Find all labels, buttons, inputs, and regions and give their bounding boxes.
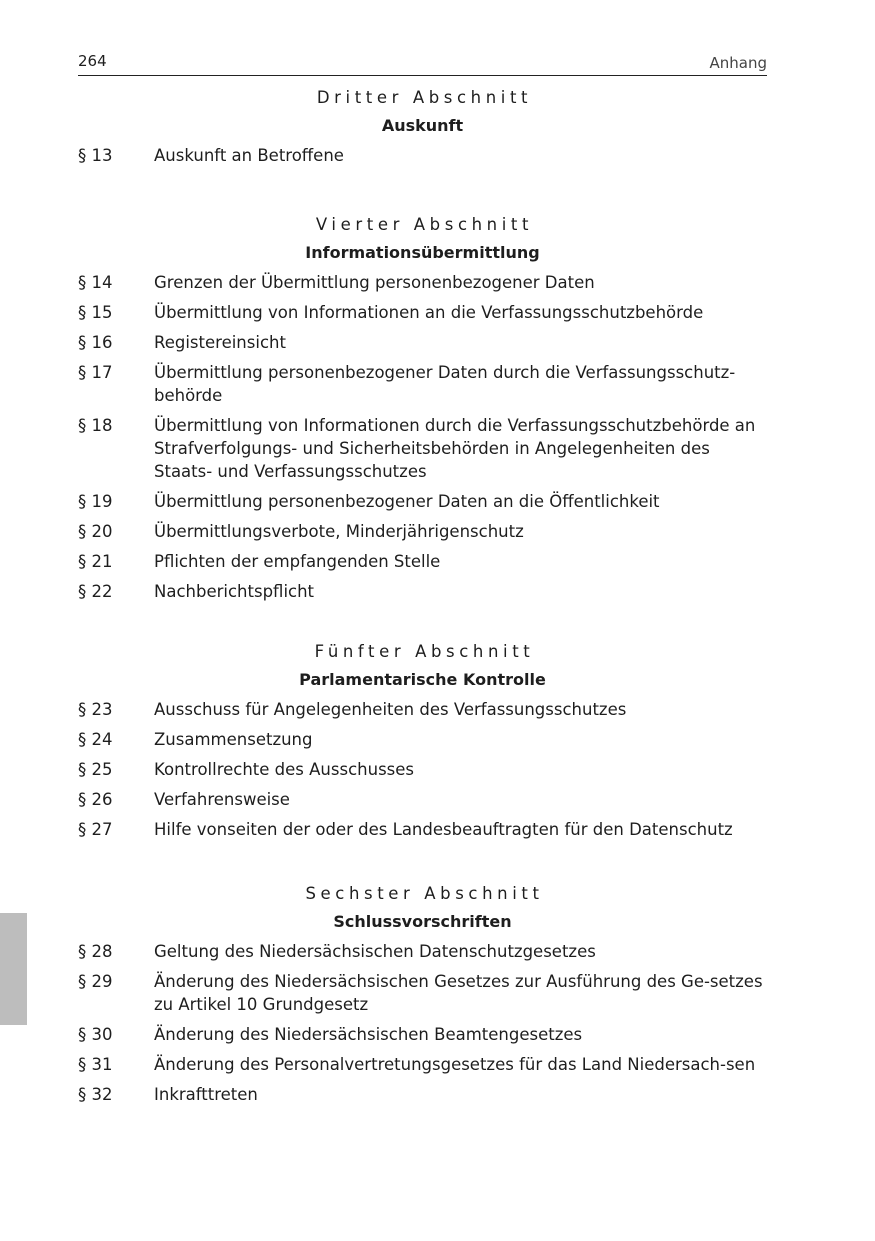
entry-number: § 24	[78, 730, 113, 749]
entry-number: § 18	[78, 416, 113, 435]
toc-entry	[78, 940, 767, 963]
entry-text: Pflichten der empfangenden Stelle	[154, 552, 441, 571]
entry-number: § 29	[78, 972, 113, 991]
section-title: Dritter Abschnitt	[316, 88, 533, 107]
entry-text: Registereinsicht	[154, 333, 286, 352]
page-number: 264	[78, 52, 107, 70]
toc-entry	[78, 788, 767, 811]
toc-entry	[78, 1053, 767, 1076]
toc-entry	[78, 414, 767, 483]
entry-number: § 20	[78, 522, 113, 541]
section-subtitle: Schlussvorschriften	[333, 912, 512, 931]
toc-entry	[78, 758, 767, 781]
header-rule	[78, 75, 767, 76]
entry-number: § 28	[78, 942, 113, 961]
section-sechster-abschnitt	[78, 883, 767, 1106]
toc-entry	[78, 1083, 767, 1106]
entry-number: § 16	[78, 333, 113, 352]
entry-text: Übermittlung personenbezogener Daten durch die Verfassungsschutz-behörde	[154, 363, 736, 405]
entry-text: Änderung des Niedersächsischen Gesetzes zur Ausführung des Ge-setzes zu Artikel 10 Grundgesetz	[154, 972, 763, 1014]
entry-number: § 27	[78, 820, 113, 839]
running-head: Anhang	[709, 54, 767, 72]
entry-text: Grenzen der Übermittlung personenbezogener Daten	[154, 273, 595, 292]
entry-text: Änderung des Niedersächsischen Beamtengesetzes	[154, 1025, 583, 1044]
entry-number: § 32	[78, 1085, 113, 1104]
entry-number: § 23	[78, 700, 113, 719]
toc-entry	[78, 490, 767, 513]
entry-number: § 17	[78, 363, 113, 382]
entry-number: § 15	[78, 303, 113, 322]
toc-entry	[78, 550, 767, 573]
section-title: Fünfter Abschnitt	[314, 642, 535, 661]
toc-entry	[78, 580, 767, 603]
entry-text: Übermittlung von Informationen durch die Verfassungsschutzbehörde an Strafverfolgungs- und Sicherheitsbehörden in Angelegenheiten des Staats- und Verfassungsschutzes	[154, 416, 756, 481]
entry-text: Ausschuss für Angelegenheiten des Verfassungsschutzes	[154, 700, 627, 719]
entry-text: Übermittlung personenbezogener Daten an die Öffentlichkeit	[154, 492, 660, 511]
entry-text: Hilfe vonseiten der oder des Landesbeauftragten für den Datenschutz	[154, 820, 733, 839]
entry-text: Übermittlungsverbote, Minderjährigenschutz	[154, 522, 524, 541]
toc-entry	[78, 301, 767, 324]
section-subtitle: Auskunft	[381, 116, 464, 135]
toc-entry	[78, 331, 767, 354]
entry-number: § 25	[78, 760, 113, 779]
toc-entry	[78, 970, 767, 1016]
entry-number: § 21	[78, 552, 113, 571]
toc-entry	[78, 818, 767, 841]
entry-number: § 26	[78, 790, 113, 809]
entry-text: Auskunft an Betroffene	[154, 146, 344, 165]
side-thumb-tab	[0, 913, 27, 1025]
toc-entry	[78, 1023, 767, 1046]
toc-entry	[78, 728, 767, 751]
section-dritter-abschnitt	[78, 87, 767, 167]
entry-text: Zusammensetzung	[154, 730, 313, 749]
toc-entry	[78, 144, 767, 167]
entry-text: Geltung des Niedersächsischen Datenschutzgesetzes	[154, 942, 596, 961]
entry-number: § 30	[78, 1025, 113, 1044]
section-title: Vierter Abschnitt	[315, 215, 534, 234]
entry-text: Kontrollrechte des Ausschusses	[154, 760, 415, 779]
toc-entry	[78, 361, 767, 407]
toc-entry	[78, 698, 767, 721]
section-subtitle: Parlamentarische Kontrolle	[299, 670, 546, 689]
toc-entry	[78, 520, 767, 543]
entry-text: Änderung des Personalvertretungsgesetzes für das Land Niedersach-sen	[154, 1055, 756, 1074]
toc-entry	[78, 271, 767, 294]
section-subtitle: Informationsübermittlung	[305, 243, 540, 262]
section-vierter-abschnitt	[78, 214, 767, 603]
section-fuenfter-abschnitt	[78, 641, 767, 841]
entry-text: Verfahrensweise	[154, 790, 290, 809]
entry-number: § 14	[78, 273, 113, 292]
entry-text: Übermittlung von Informationen an die Verfassungsschutzbehörde	[154, 303, 704, 322]
section-title: Sechster Abschnitt	[305, 884, 544, 903]
entry-number: § 19	[78, 492, 113, 511]
entry-text: Nachberichtspflicht	[154, 582, 315, 601]
entry-number: § 22	[78, 582, 113, 601]
entry-number: § 13	[78, 146, 113, 165]
entry-number: § 31	[78, 1055, 113, 1074]
entry-text: Inkrafttreten	[154, 1085, 258, 1104]
